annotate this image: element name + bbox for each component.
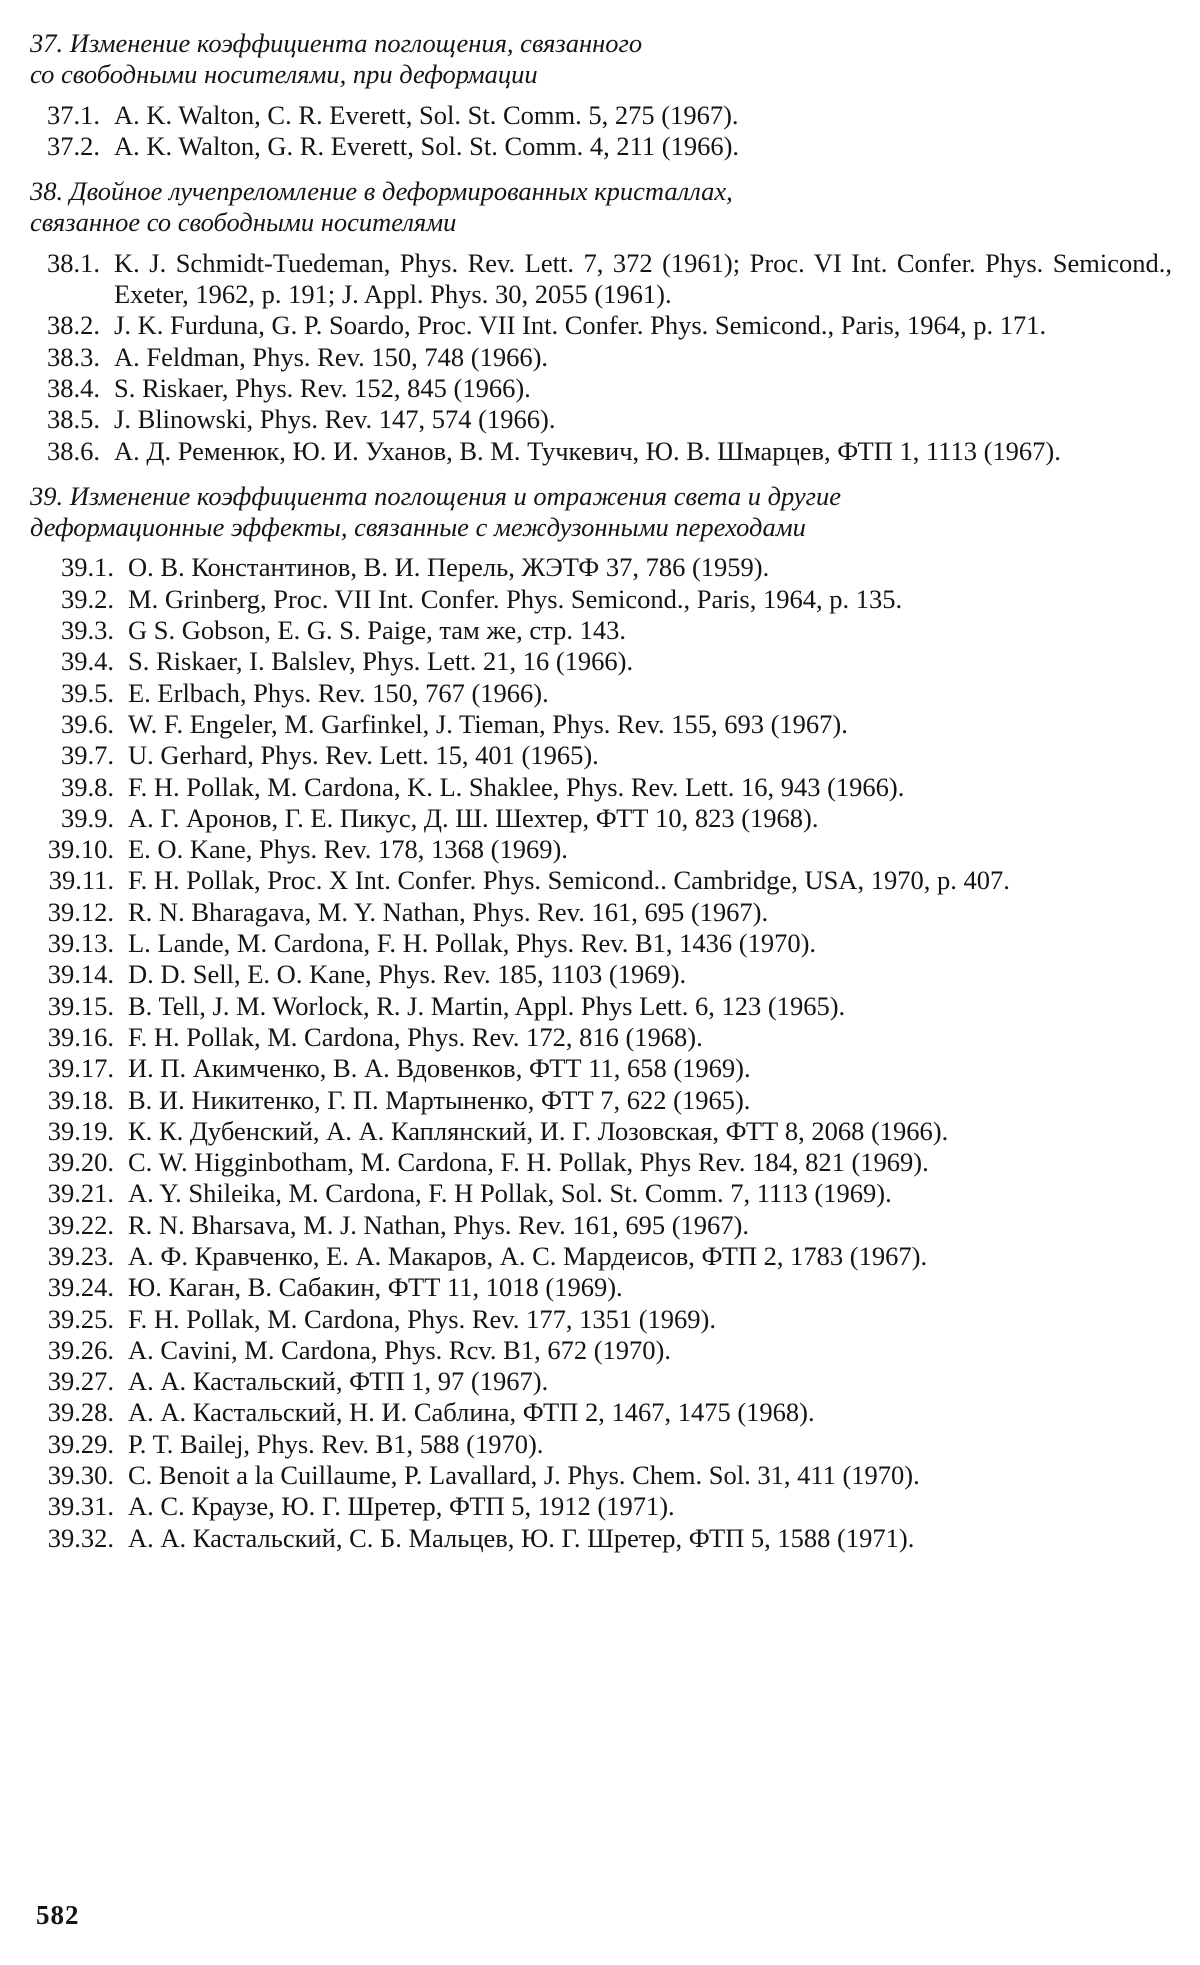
reference-number: 39.25. bbox=[47, 1303, 114, 1334]
reference-text: A. Feldman, Phys. Rev. 150, 748 (1966). bbox=[114, 341, 549, 372]
reference-entry bbox=[30, 1147, 1172, 1178]
reference-entry bbox=[30, 1178, 1172, 1209]
reference-text: A. Y. Shileika, M. Cardona, F. H Pollak, Sol. St. Comm. 7, 1113 (1969). bbox=[128, 1178, 892, 1209]
reference-number: 39.7. bbox=[61, 740, 114, 771]
reference-text: U. Gerhard, Phys. Rev. Lett. 15, 401 (1965). bbox=[128, 740, 599, 771]
reference-entry bbox=[30, 1304, 1172, 1335]
section-title-line-2: деформационные эффекты, связанные с междузонными переходами bbox=[30, 512, 806, 543]
reference-text: R. N. Bharagava, M. Y. Nathan, Phys. Rev. 161, 695 (1967). bbox=[128, 896, 769, 927]
reference-entry bbox=[30, 1022, 1172, 1053]
reference-text: В. И. Никитенко, Г. П. Мартыненко, ФТТ 7, 622 (1965). bbox=[128, 1084, 751, 1115]
reference-number: 39.24. bbox=[47, 1272, 114, 1303]
reference-number: 39.28. bbox=[47, 1397, 114, 1428]
reference-text: Ю. Каган, В. Сабакин, ФТТ 11, 1018 (1969). bbox=[128, 1272, 623, 1303]
reference-entry bbox=[30, 1429, 1172, 1460]
reference-text: L. Lande, M. Cardona, F. H. Pollak, Phys. Rev. B1, 1436 (1970). bbox=[128, 928, 817, 959]
reference-number: 39.17. bbox=[47, 1053, 114, 1084]
reference-text: О. В. Константинов, В. И. Перель, ЖЭТФ 37, 786 (1959). bbox=[128, 552, 770, 583]
reference-text: A. Cavini, M. Cardona, Phys. Rcv. B1, 672 (1970). bbox=[128, 1334, 671, 1365]
section-title bbox=[30, 176, 1172, 239]
section-38 bbox=[30, 176, 1172, 467]
reference-entry bbox=[30, 584, 1172, 615]
reference-entry bbox=[30, 709, 1172, 740]
reference-number: 39.22. bbox=[47, 1209, 114, 1240]
reference-text: W. F. Engeler, M. Garfinkel, J. Tieman, Phys. Rev. 155, 693 (1967). bbox=[128, 708, 848, 739]
reference-number: 38.2. bbox=[47, 310, 100, 341]
reference-text: J. K. Furduna, G. P. Soardo, Proc. VII Int. Confer. Phys. Semicond., Paris, 1964, p. 171. bbox=[114, 310, 1047, 341]
reference-entry bbox=[30, 248, 1172, 311]
reference-number: 39.8. bbox=[61, 771, 114, 802]
reference-text: F. H. Pollak, M. Cardona, K. L. Shaklee, Phys. Rev. Lett. 16, 943 (1966). bbox=[128, 771, 905, 802]
reference-entry bbox=[30, 678, 1172, 709]
section-title-line-2: со свободными носителями, при деформации bbox=[30, 59, 538, 90]
reference-entry bbox=[30, 1272, 1172, 1303]
reference-text: А. Ф. Кравченко, Е. А. Макаров, А. С. Мардеисов, ФТП 2, 1783 (1967). bbox=[128, 1240, 928, 1271]
reference-text: G S. Gobson, E. G. S. Paige, там же, стр. 143. bbox=[128, 615, 626, 646]
section-37 bbox=[30, 28, 1172, 162]
reference-entry bbox=[30, 772, 1172, 803]
reference-entry bbox=[30, 310, 1172, 341]
reference-text: C. Benoit a la Cuillaume, P. Lavallard, J. Phys. Chem. Sol. 31, 411 (1970). bbox=[128, 1460, 920, 1491]
reference-text: E. O. Kane, Phys. Rev. 178, 1368 (1969). bbox=[128, 834, 568, 865]
reference-entry bbox=[30, 646, 1172, 677]
reference-number: 39.29. bbox=[47, 1428, 114, 1459]
reference-entry bbox=[30, 436, 1172, 467]
reference-entry bbox=[30, 1397, 1172, 1428]
reference-number: 37.2. bbox=[47, 130, 100, 161]
reference-text: А. А. Кастальский, ФТП 1, 97 (1967). bbox=[128, 1366, 549, 1397]
reference-entry bbox=[30, 865, 1172, 896]
reference-text: А. С. Краузе, Ю. Г. Шретер, ФТП 5, 1912 (1971). bbox=[128, 1491, 675, 1522]
reference-number: 38.1. bbox=[47, 247, 100, 278]
reference-entry bbox=[30, 552, 1172, 583]
section-title-line-2: связанное со свободными носителями bbox=[30, 207, 457, 238]
reference-number: 38.6. bbox=[47, 435, 100, 466]
reference-number: 39.3. bbox=[61, 615, 114, 646]
reference-text: M. Grinberg, Proc. VII Int. Confer. Phys. Semicond., Paris, 1964, p. 135. bbox=[128, 583, 903, 614]
reference-number: 39.13. bbox=[47, 928, 114, 959]
reference-text: S. Riskaer, I. Balslev, Phys. Lett. 21, 16 (1966). bbox=[128, 646, 634, 677]
reference-number: 39.12. bbox=[47, 896, 114, 927]
reference-text: S. Riskaer, Phys. Rev. 152, 845 (1966). bbox=[114, 372, 531, 403]
reference-text: C. W. Higginbotham, M. Cardona, F. H. Pollak, Phys Rev. 184, 821 (1969). bbox=[128, 1147, 929, 1178]
reference-entry bbox=[30, 615, 1172, 646]
reference-entry bbox=[30, 100, 1172, 131]
reference-text: F. H. Pollak, Proc. X Int. Confer. Phys. Semicond.. Cambridge, USA, 1970, p. 407. bbox=[128, 865, 1010, 896]
reference-text: A. K. Walton, C. R. Everett, Sol. St. Comm. 5, 275 (1967). bbox=[114, 99, 739, 130]
reference-text: R. N. Bharsava, M. J. Nathan, Phys. Rev. 161, 695 (1967). bbox=[128, 1209, 749, 1240]
reference-number: 39.14. bbox=[47, 959, 114, 990]
section-title-line-1: 38. Двойное лучепреломление в деформированных кристаллах, bbox=[30, 176, 733, 207]
reference-entry bbox=[30, 1460, 1172, 1491]
reference-text: B. Tell, J. M. Worlock, R. J. Martin, Appl. Phys Lett. 6, 123 (1965). bbox=[128, 990, 846, 1021]
reference-number: 39.30. bbox=[47, 1460, 114, 1491]
reference-number: 39.16. bbox=[47, 1021, 114, 1052]
reference-number: 39.15. bbox=[47, 990, 114, 1021]
section-39 bbox=[30, 481, 1172, 1554]
reference-number: 38.5. bbox=[47, 404, 100, 435]
reference-entry bbox=[30, 342, 1172, 373]
reference-text: K. J. Schmidt-Tuedeman, Phys. Rev. Lett. 7, 372 (1961); Proc. VI Int. Confer. Phys. Semicond., Exeter, 1962, p. 191; J. Appl. Phys. 30, 2055 (1961). bbox=[114, 247, 1172, 310]
reference-number: 39.5. bbox=[61, 677, 114, 708]
reference-entry bbox=[30, 1366, 1172, 1397]
reference-entry bbox=[30, 1085, 1172, 1116]
reference-text: А. А. Кастальский, Н. И. Саблина, ФТП 2, 1467, 1475 (1968). bbox=[128, 1397, 815, 1428]
reference-number: 38.4. bbox=[47, 372, 100, 403]
section-title-line-1: 39. Изменение коэффициента поглощения и отражения света и другие bbox=[30, 480, 842, 511]
reference-number: 39.4. bbox=[61, 646, 114, 677]
reference-entry bbox=[30, 1053, 1172, 1084]
reference-entry bbox=[30, 1491, 1172, 1522]
reference-number: 39.21. bbox=[47, 1178, 114, 1209]
reference-entry bbox=[30, 991, 1172, 1022]
reference-number: 39.6. bbox=[61, 708, 114, 739]
reference-number: 39.9. bbox=[61, 802, 114, 833]
reference-number: 39.1. bbox=[61, 552, 114, 583]
reference-number: 39.26. bbox=[47, 1334, 114, 1365]
reference-text: J. Blinowski, Phys. Rev. 147, 574 (1966). bbox=[114, 404, 556, 435]
reference-number: 39.31. bbox=[47, 1491, 114, 1522]
reference-number: 39.10. bbox=[47, 834, 114, 865]
reference-entry bbox=[30, 1335, 1172, 1366]
reference-number: 39.27. bbox=[47, 1366, 114, 1397]
reference-number: 39.19. bbox=[47, 1115, 114, 1146]
reference-text: F. H. Pollak, M. Cardona, Phys. Rev. 172, 816 (1968). bbox=[128, 1021, 703, 1052]
reference-text: A. K. Walton, G. R. Everett, Sol. St. Comm. 4, 211 (1966). bbox=[114, 130, 740, 161]
reference-text: E. Erlbach, Phys. Rev. 150, 767 (1966). bbox=[128, 677, 549, 708]
reference-entry bbox=[30, 373, 1172, 404]
section-title bbox=[30, 28, 1172, 91]
reference-entry bbox=[30, 1210, 1172, 1241]
section-title bbox=[30, 481, 1172, 544]
reference-number: 39.20. bbox=[47, 1147, 114, 1178]
reference-number: 38.3. bbox=[47, 341, 100, 372]
reference-entry bbox=[30, 959, 1172, 990]
reference-entry bbox=[30, 803, 1172, 834]
reference-text: D. D. Sell, E. O. Kane, Phys. Rev. 185, 1103 (1969). bbox=[128, 959, 687, 990]
reference-text: А. А. Кастальский, С. Б. Мальцев, Ю. Г. Шретер, ФТП 5, 1588 (1971). bbox=[128, 1522, 915, 1553]
reference-entry bbox=[30, 928, 1172, 959]
section-title-line-1: 37. Изменение коэффициента поглощения, связанного bbox=[30, 28, 643, 58]
reference-entry bbox=[30, 740, 1172, 771]
reference-text: А. Г. Аронов, Г. Е. Пикус, Д. Ш. Шехтер, ФТТ 10, 823 (1968). bbox=[128, 802, 819, 833]
reference-entry bbox=[30, 1241, 1172, 1272]
reference-text: F. H. Pollak, M. Cardona, Phys. Rev. 177, 1351 (1969). bbox=[128, 1303, 716, 1334]
reference-number: 39.23. bbox=[47, 1240, 114, 1271]
reference-number: 39.11. bbox=[48, 865, 114, 896]
reference-number: 39.32. bbox=[47, 1522, 114, 1553]
reference-entry bbox=[30, 1523, 1172, 1554]
reference-entry bbox=[30, 1116, 1172, 1147]
reference-entry bbox=[30, 131, 1172, 162]
reference-text: P. T. Bailej, Phys. Rev. B1, 588 (1970). bbox=[128, 1428, 544, 1459]
page-number: 582 bbox=[36, 1900, 80, 1930]
reference-number: 39.2. bbox=[61, 583, 114, 614]
reference-entry bbox=[30, 897, 1172, 928]
reference-text: А. Д. Ременюк, Ю. И. Уханов, В. М. Тучкевич, Ю. В. Шмарцев, ФТП 1, 1113 (1967). bbox=[114, 435, 1061, 466]
reference-text: И. П. Акимченко, В. А. Вдовенков, ФТТ 11, 658 (1969). bbox=[128, 1053, 751, 1084]
references-page bbox=[30, 28, 1172, 1554]
reference-entry bbox=[30, 834, 1172, 865]
reference-entry bbox=[30, 404, 1172, 435]
reference-text: К. К. Дубенский, А. А. Каплянский, И. Г. Лозовская, ФТТ 8, 2068 (1966). bbox=[128, 1115, 949, 1146]
reference-number: 39.18. bbox=[47, 1084, 114, 1115]
reference-number: 37.1. bbox=[47, 99, 100, 130]
